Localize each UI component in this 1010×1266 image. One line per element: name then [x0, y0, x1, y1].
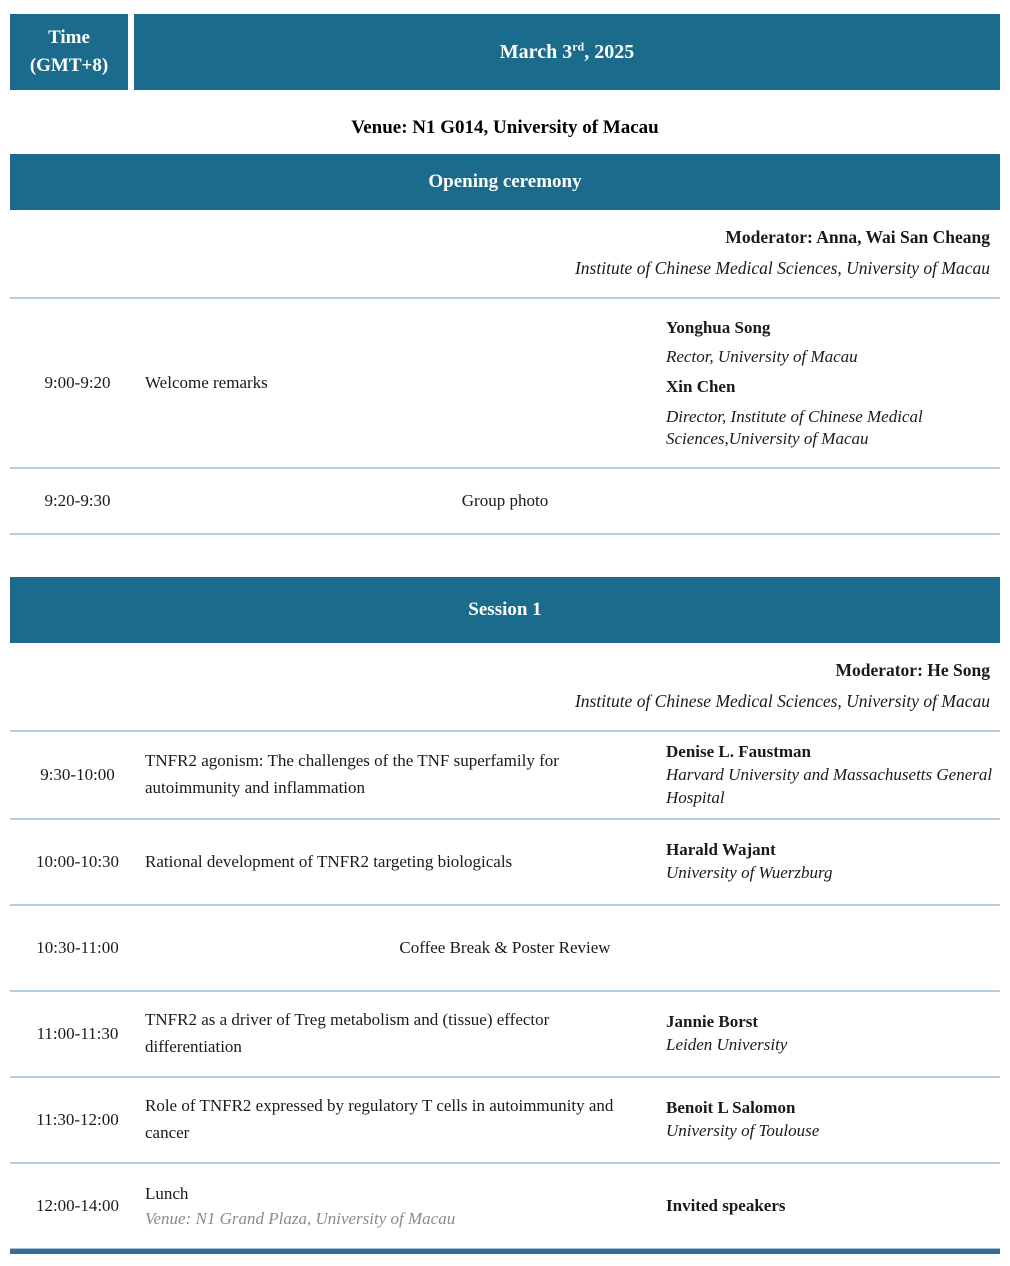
schedule-row-lunch [10, 1164, 1000, 1248]
center-text: Coffee Break & Poster Review [399, 937, 611, 957]
time-header-cell [10, 14, 128, 90]
session-1-moderator-block [10, 643, 1000, 730]
time-header-line2: (GMT+8) [29, 55, 109, 76]
time-cell: 9:20-9:30 [44, 491, 111, 510]
bottom-rule [10, 1248, 1000, 1254]
center-text: Group photo [461, 491, 549, 510]
session-1-moderator-name: Moderator: He Song [835, 660, 990, 680]
schedule-row-faustman [10, 732, 1000, 818]
speaker-name: Denise L. Faustman [666, 742, 811, 761]
speaker-name: Invited speakers [666, 1195, 786, 1215]
speaker-affiliation: Director, Institute of Chinese Medical Sciences,University of Macau [666, 407, 923, 449]
schedule-row-salomon [10, 1078, 1000, 1162]
title-cell: TNFR2 agonism: The challenges of the TNF superfamily for autoimmunity and inflammation [145, 751, 559, 797]
header-bar [10, 14, 1000, 90]
speaker-cell [666, 1096, 1000, 1143]
schedule-row-coffee-break [10, 906, 1000, 990]
schedule-row-borst [10, 992, 1000, 1076]
opening-moderator-affiliation: Institute of Chinese Medical Sciences, University of Macau [574, 258, 990, 278]
speaker-entry [666, 316, 996, 369]
venue-heading: Venue: N1 G014, University of Macau [351, 117, 659, 138]
speaker-cell [666, 1010, 1000, 1057]
title-cell: TNFR2 as a driver of Treg metabolism and (tissue) effector differentiation [145, 1010, 550, 1056]
time-cell: 11:00-11:30 [36, 1023, 119, 1043]
date-header-cell [134, 14, 1000, 90]
time-cell: 9:30-10:00 [40, 764, 115, 784]
time-cell: 9:00-9:20 [44, 373, 111, 392]
speaker-cell [666, 740, 1000, 810]
speaker-name: Yonghua Song [666, 317, 771, 337]
session-1-banner [10, 577, 1000, 643]
opening-ceremony-banner-label: Opening ceremony [428, 171, 582, 192]
schedule-row-welcome-remarks [10, 299, 1000, 467]
speaker-name: Jannie Borst [666, 1012, 759, 1032]
time-cell: 10:30-11:00 [36, 937, 119, 957]
opening-ceremony-banner [10, 154, 1000, 210]
time-cell: 11:30-12:00 [36, 1109, 119, 1129]
speaker-affiliation: University of Toulouse [666, 1121, 820, 1141]
speaker-name: Xin Chen [666, 377, 736, 397]
time-header-line1: Time [48, 27, 90, 49]
speaker-affiliation: Harvard University and Massachusetts General Hospital [666, 764, 993, 807]
speaker-affiliation: Leiden University [666, 1035, 788, 1055]
schedule-row-wajant [10, 820, 1000, 904]
speaker-name: Benoit L Salomon [666, 1098, 796, 1118]
lunch-venue-subtitle: Venue: N1 Grand Plaza, University of Macau [145, 1208, 456, 1228]
opening-moderator-name: Moderator: Anna, Wai San Cheang [725, 227, 990, 247]
speaker-cell [666, 838, 1000, 885]
speaker-affiliation: Rector, University of Macau [666, 347, 858, 367]
speaker-entry [666, 375, 996, 450]
speaker-cell [666, 309, 1000, 458]
speaker-affiliation: University of Wuerzburg [666, 863, 833, 883]
session-1-banner-label: Session 1 [468, 599, 542, 620]
date-label: March 3rd, 2025 [499, 38, 635, 63]
title-cell: Role of TNFR2 expressed by regulatory T cells in autoimmunity and cancer [145, 1096, 614, 1142]
title-cell: Welcome remarks [145, 372, 268, 392]
time-cell: 10:00-10:30 [35, 851, 120, 871]
speaker-cell [666, 1194, 1000, 1218]
schedule-row-group-photo [10, 469, 1000, 533]
time-cell: 12:00-14:00 [35, 1195, 120, 1215]
lunch-label: Lunch [145, 1183, 189, 1203]
title-cell [145, 1181, 666, 1231]
opening-moderator-block [10, 210, 1000, 297]
section-gap [10, 535, 1000, 577]
title-cell: Rational development of TNFR2 targeting biologicals [145, 851, 513, 871]
session-1-moderator-affiliation: Institute of Chinese Medical Sciences, University of Macau [574, 691, 990, 711]
date-ordinal-superscript: rd [572, 38, 585, 53]
speaker-name: Harald Wajant [666, 840, 776, 860]
